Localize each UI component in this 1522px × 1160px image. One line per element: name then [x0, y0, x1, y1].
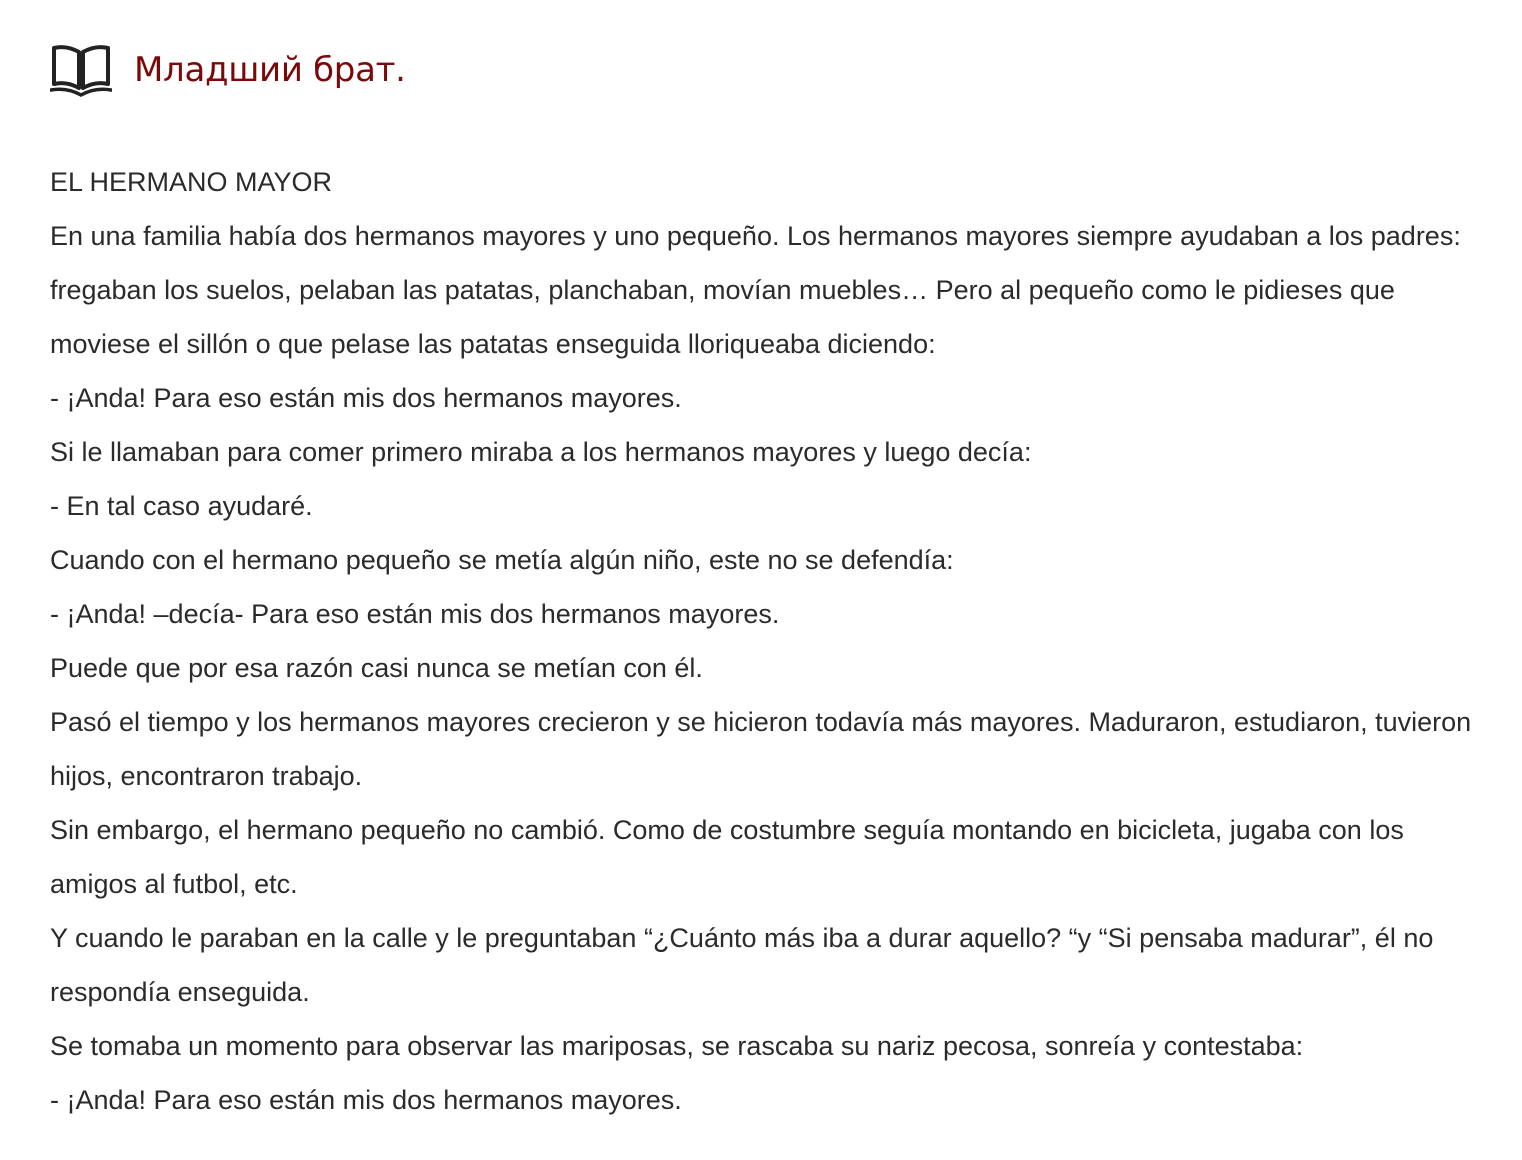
- story-paragraph: Puede que por esa razón casi nunca se metían con él.: [50, 653, 703, 683]
- story-paragraph: - En tal caso ayudaré.: [50, 491, 313, 521]
- story-paragraph: - ¡Anda! Para eso están mis dos hermanos mayores.: [50, 1085, 682, 1115]
- story-paragraph: Pasó el tiempo y los hermanos mayores crecieron y se hicieron todavía más mayores. Maduraron, estudiaron, tuvieron hijos, encontraron trabajo.: [50, 707, 1472, 791]
- story-paragraph: - ¡Anda! Para eso están mis dos hermanos mayores.: [50, 383, 682, 413]
- story-paragraph: Y cuando le paraban en la calle y le preguntaban “¿Cuánto más iba a durar aquello? “y “Si pensaba madurar”, él no respondía enseguida.: [50, 923, 1434, 1007]
- story-paragraph: Cuando con el hermano pequeño se metía algún niño, este no se defendía:: [50, 545, 954, 575]
- story-paragraph: Si le llamaban para comer primero miraba a los hermanos mayores y luego decía:: [50, 437, 1032, 467]
- story-body: [50, 155, 1490, 1127]
- page-title: Младший брат.: [134, 50, 406, 90]
- open-book-icon: [50, 40, 112, 100]
- story-paragraph: Sin embargo, el hermano pequeño no cambió. Como de costumbre seguía montando en bicicleta, jugaba con los amigos al futbol, etc.: [50, 815, 1404, 899]
- story-heading: EL HERMANO MAYOR: [50, 167, 333, 197]
- story-paragraph: Se tomaba un momento para observar las mariposas, se rascaba su nariz pecosa, sonreía y contestaba:: [50, 1031, 1304, 1061]
- story-paragraph: En una familia había dos hermanos mayores y uno pequeño. Los hermanos mayores siempre ayudaban a los padres: fregaban los suelos, pelaban las patatas, planchaban, movían muebles… Pero al pequeño como le pidieses que moviese el sillón o que pelase las patatas enseguida lloriqueaba diciendo:: [50, 221, 1461, 359]
- story-paragraph: - ¡Anda! –decía- Para eso están mis dos hermanos mayores.: [50, 599, 780, 629]
- title-row: [50, 40, 406, 100]
